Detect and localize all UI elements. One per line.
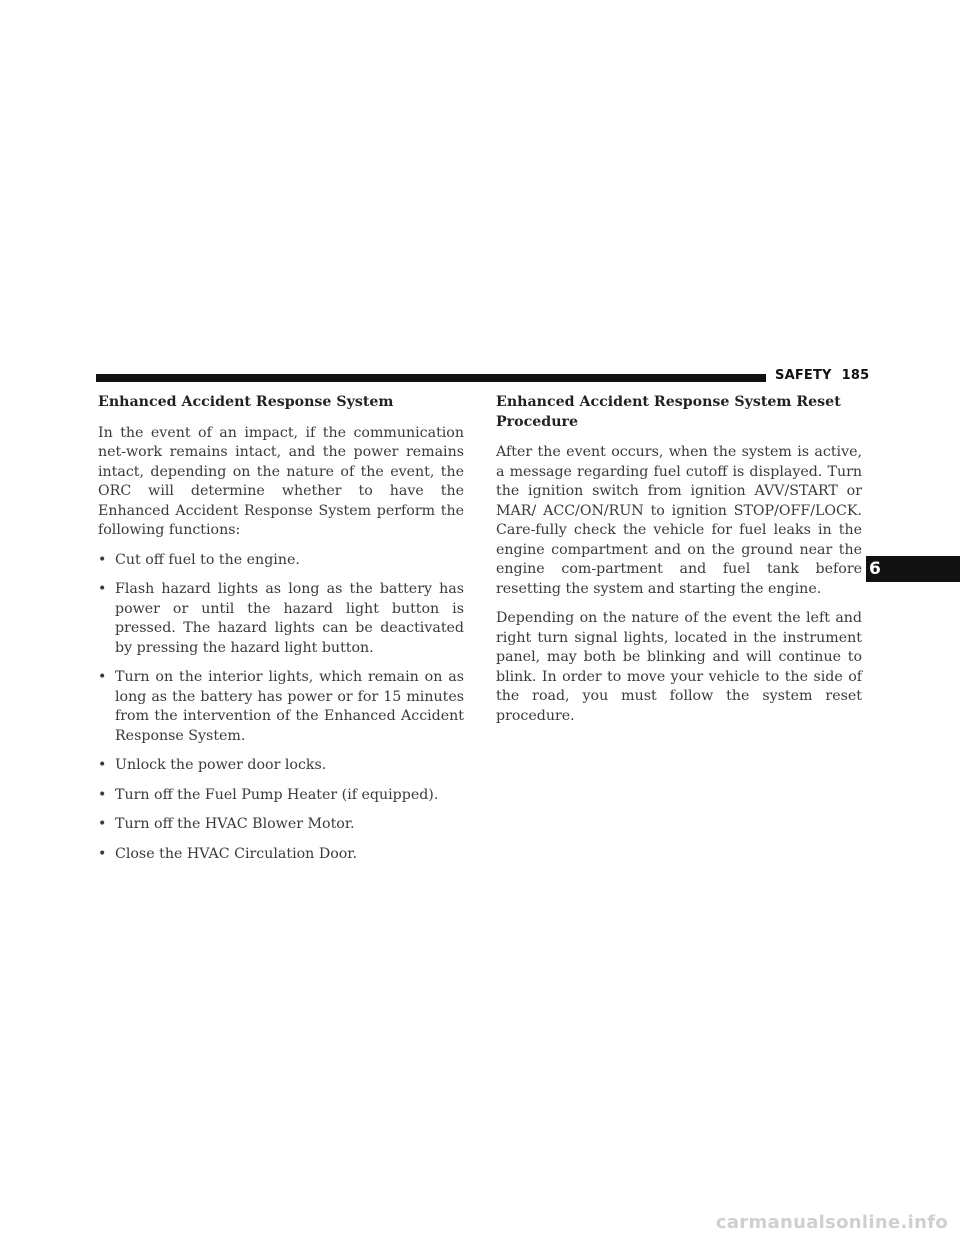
bullet-icon: • [98,757,107,773]
list-item: • Unlock the power door locks. [98,756,464,776]
list-item: • Turn off the Fuel Pump Heater (if equipped). [98,786,464,806]
section-title: SAFETY [775,368,832,383]
list-item: • Close the HVAC Circulation Door. [98,845,464,865]
section-heading-reset: Enhanced Accident Response System Reset Procedure [496,394,841,430]
bullet-icon: • [98,816,107,832]
turn-signal-paragraph: Depending on the nature of the event the left and right turn signal lights, located in the instrument panel, may both be blinking and will continue to blink. In order to move your vehicle to the side of the road, you must follow the system reset procedure. [496,610,862,724]
chapter-number: 6 [869,559,881,579]
site-watermark: carmanualsonline.info [715,1212,948,1233]
header-rule [96,374,766,382]
list-item: • Cut off fuel to the engine. [98,551,464,571]
intro-paragraph: In the event of an impact, if the communication net-work remains intact, and the power remains intact, depending on the nature of the event, the ORC will determine whether to have the Enhanced Accident Response System perform the following functions: [98,424,464,538]
page-number: 185 [841,368,870,383]
bullet-icon: • [98,786,107,803]
bullet-icon: • [98,551,107,568]
section-heading-ears: Enhanced Accident Response System [98,394,394,410]
list-item: • Flash hazard lights as long as the battery has power or until the hazard light button is pressed. The hazard lights can be deactivated by pressing the hazard light button. [98,581,464,656]
reset-paragraph: After the event occurs, when the system is active, a message regarding fuel cutoff is displayed. Turn the ignition switch from ignition AVV/START or MAR/ ACC/ON/RUN to ignition STOP/OFF/LOCK. Care-fully check the vehicle for fuel leaks in the engine compartment and on the ground near the engine com-partment and fuel tank before resetting the system and starting the engine. [496,444,862,597]
list-item: • Turn on the interior lights, which remain on as long as the battery has power or for 15 minutes from the intervention of the Enhanced Accident Response System. [98,669,464,744]
running-header [775,368,869,383]
bullet-icon: • [98,669,107,685]
right-column [496,393,862,736]
list-item: • Turn off the HVAC Blower Motor. [98,815,464,835]
function-list [98,551,464,865]
bullet-icon: • [98,845,107,862]
left-column [98,393,464,874]
bullet-icon: • [98,581,107,597]
